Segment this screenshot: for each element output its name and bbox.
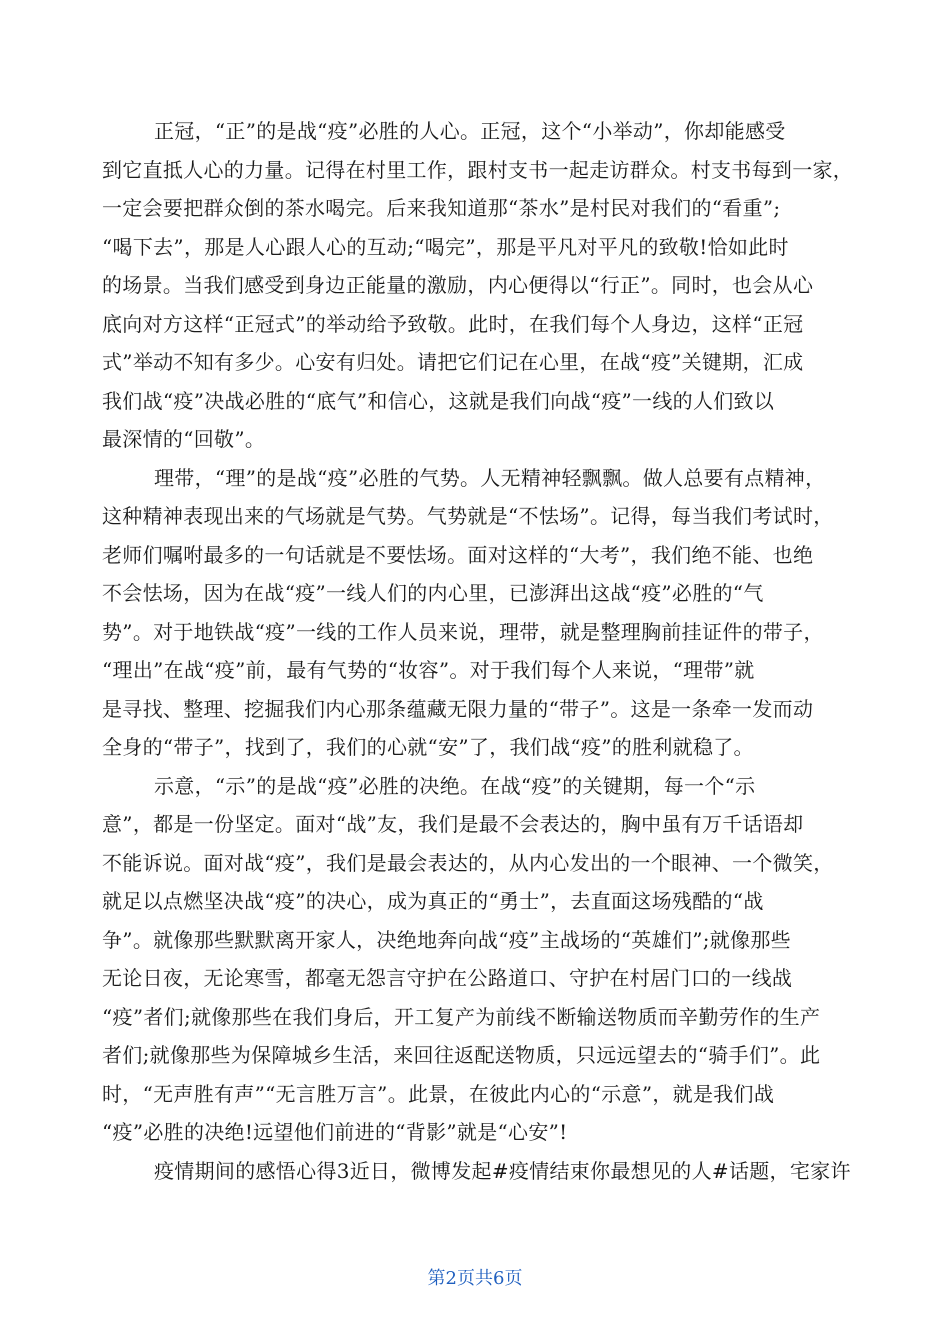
paragraph-3-line-7: “疫”者们;就像那些在我们身后，开工复产为前线不断输送物质而辛勤劳作的生产 — [102, 1004, 821, 1029]
paragraph-1-line-7: 式”举动不知有多少。心安有归处。请把它们记在心里，在战“疫”关键期，汇成 — [102, 350, 804, 374]
paragraph-2-line-3: 老师们嘱咐最多的一句话就是不要怯场。面对这样的“大考”，我们绝不能、也绝 — [102, 542, 814, 567]
paragraph-3-line-4: 就足以点燃坚决战“疫”的决心，成为真正的“勇士”，去直面这场残酷的“战 — [102, 889, 764, 913]
paragraph-1-line-6: 底向对方这样“正冠式”的举动给予致敬。此时，在我们每个人身边，这样“正冠 — [102, 311, 804, 336]
paragraph-3-line-9: 时，“无声胜有声”“无言胜万言”。此景，在彼此内心的“示意”，就是我们战 — [102, 1081, 775, 1106]
paragraph-1-line-2: 到它直抵人心的力量。记得在村里工作，跟村支书一起走访群众。村支书每到一家， — [102, 157, 854, 182]
paragraph-2-line-8: 全身的“带子”，找到了，我们的心就“安”了，我们战“疫”的胜利就稳了。 — [102, 735, 754, 759]
paragraph-1-line-9: 最深情的“回敬”。 — [102, 427, 266, 451]
paragraph-3-line-3: 不能诉说。面对战“疫”，我们是最会表达的，从内心发出的一个眼神、一个微笑， — [102, 850, 834, 875]
paragraph-3-line-8: 者们;就像那些为保障城乡生活，来回往返配送物质，只远远望去的“骑手们”。此 — [102, 1043, 821, 1067]
paragraph-1-line-1: 正冠，“正”的是战“疫”必胜的人心。正冠，这个“小举动”，你却能感受 — [154, 119, 786, 143]
paragraph-2-line-6: “理出”在战“疫”前，最有气势的“妆容”。对于我们每个人来说，“理带”就 — [102, 658, 755, 682]
paragraph-1-line-8: 我们战“疫”决战必胜的“底气”和信心，这就是我们向战“疫”一线的人们致以 — [102, 388, 775, 413]
paragraph-2-line-4: 不会怯场，因为在战“疫”一线人们的内心里，已澎湃出这战“疫”必胜的“气 — [102, 581, 764, 605]
paragraph-3-line-1: 示意，“示”的是战“疫”必胜的决绝。在战“疫”的关键期，每一个“示 — [154, 773, 756, 798]
paragraph-1-line-3: 一定会要把群众倒的茶水喝完。后来我知道那“茶水”是村民对我们的“看重”; — [102, 196, 781, 220]
paragraph-1-line-4: “喝下去”，那是人心跟人心的互动;“喝完”，那是平凡对平凡的致敬!恰如此时 — [102, 234, 789, 259]
paragraph-2-line-2: 这种精神表现出来的气场就是气势。气势就是“不怯场”。记得，每当我们考试时， — [102, 504, 834, 528]
paragraph-3-line-5: 争”。就像那些默默离开家人，决绝地奔向战“疫”主战场的“英雄们”;就像那些 — [102, 927, 791, 952]
paragraph-3-line-6: 无论日夜，无论寒雪，都毫无怨言守护在公路道口、守护在村居门口的一线战 — [102, 966, 793, 990]
paragraph-3-line-10: “疫”必胜的决绝!远望他们前进的“背影”就是“心安”! — [102, 1120, 568, 1144]
paragraph-4-line-1: 疫情期间的感悟心得3近日，微博发起#疫情结束你最想见的人#话题，宅家许 — [154, 1158, 851, 1183]
document-body — [102, 112, 862, 1190]
paragraph-2-line-1: 理带，“理”的是战“疫”必胜的气势。人无精神轻飘飘。做人总要有点精神， — [154, 465, 826, 490]
paragraph-2-line-5: 势”。对于地铁战“疫”一线的工作人员来说，理带，就是整理胸前挂证件的带子， — [102, 619, 824, 644]
paragraph-3-line-2: 意”，都是一份坚定。面对“战”友，我们是最不会表达的，胸中虽有万千话语却 — [102, 812, 804, 836]
page-number-footer: 第2页共6页 — [427, 1268, 523, 1289]
paragraph-2-line-7: 是寻找、整理、挖掘我们内心那条蕴藏无限力量的“带子”。这是一条牵一发而动 — [102, 696, 814, 721]
paragraph-1-line-5: 的场景。当我们感受到身边正能量的激励，内心便得以“行正”。同时，也会从心 — [102, 273, 814, 297]
